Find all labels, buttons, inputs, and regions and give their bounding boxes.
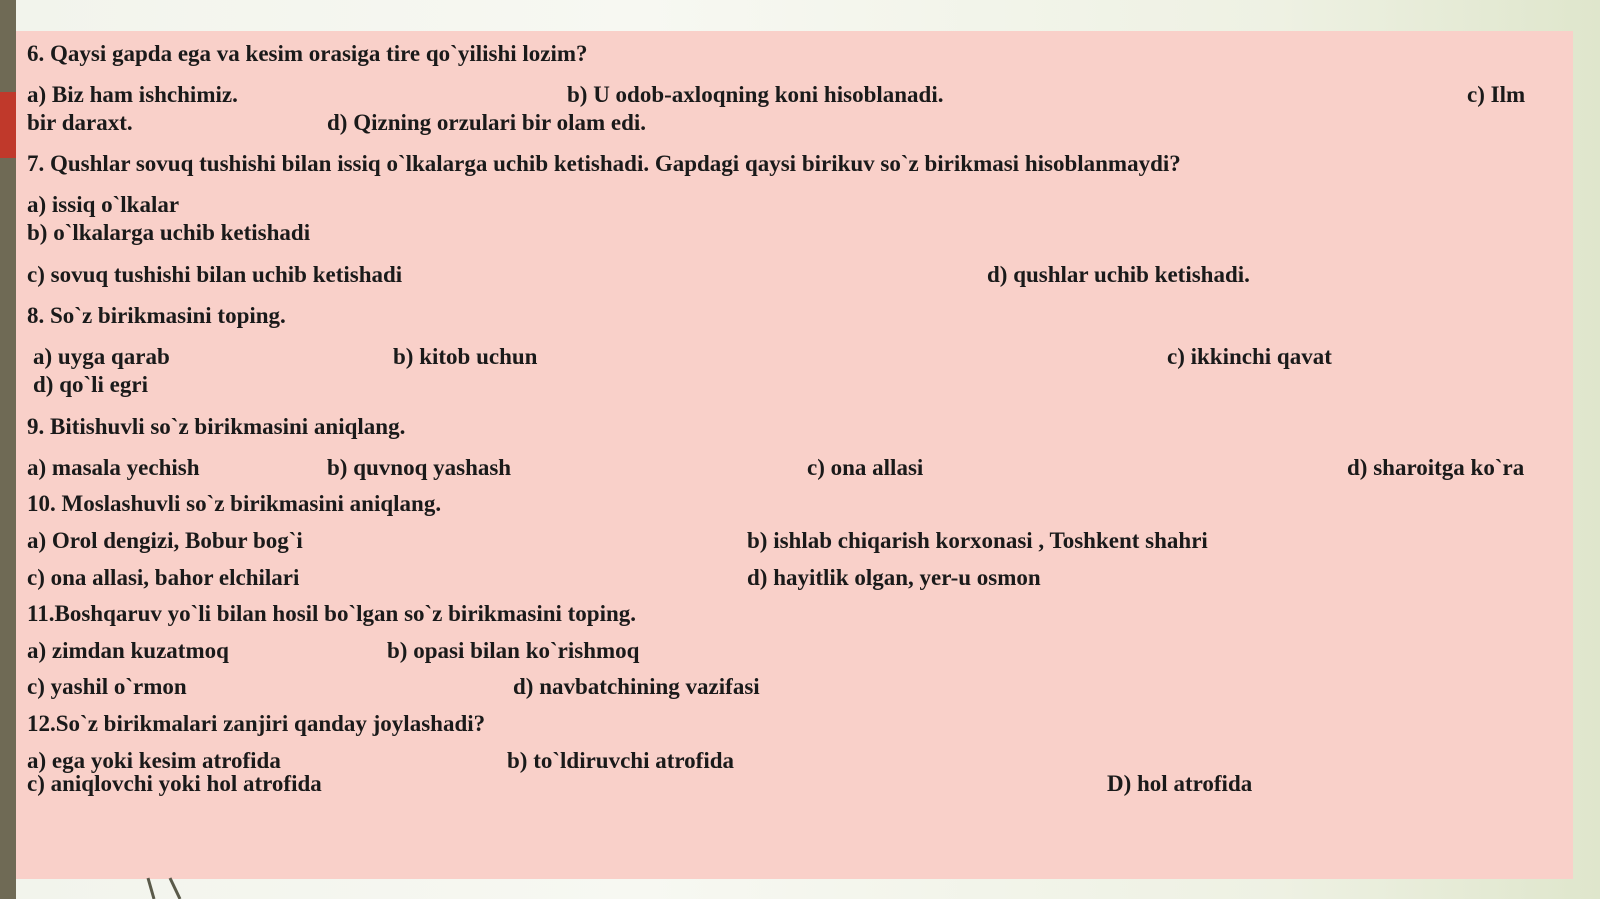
question-10: 10. Moslashuvli so`z birikmasini aniqlang. [27,491,442,516]
q10-option-a: a) Orol dengizi, Bobur bog`i [27,528,303,553]
q6-option-a: a) Biz ham ishchimiz. [27,82,238,107]
q8-option-a: a) uyga qarab [33,344,170,369]
q11-option-c: c) yashil o`rmon [27,674,187,699]
slide-left-accent [0,92,16,158]
q7-option-d: d) qushlar uchib ketishadi. [987,262,1250,287]
decorative-strokes [140,876,200,899]
q8-option-b: b) kitob uchun [393,344,538,369]
q7-option-b: b) o`lkalarga uchib ketishadi [27,220,311,245]
q10-option-c: c) ona allasi, bahor elchilari [27,565,300,590]
question-11: 11.Boshqaruv yo`li bilan hosil bo`lgan so`z birikmasini toping. [27,601,637,626]
q6-option-b: b) U odob-axloqning koni hisoblanadi. [567,82,944,107]
q10-option-d: d) hayitlik olgan, yer-u osmon [747,565,1041,590]
q8-option-c: c) ikkinchi qavat [1167,344,1332,369]
q12-option-a: a) ega yoki kesim atrofida [27,748,281,773]
question-8: 8. So`z birikmasini toping. [27,303,286,328]
q8-option-d: d) qo`li egri [33,372,148,397]
q12-option-b: b) to`ldiruvchi atrofida [507,748,735,773]
q6-option-c: c) Ilm [1467,82,1526,107]
q6-option-d: d) Qizning orzulari bir olam edi. [327,110,647,135]
question-6: 6. Qaysi gapda ega va kesim orasiga tire qo`yilishi lozim? [27,41,588,66]
q12-option-c: c) aniqlovchi yoki hol atrofida [27,771,322,796]
question-7: 7. Qushlar sovuq tushishi bilan issiq o`lkalarga uchib ketishadi. Gapdagi qaysi birikuv so`z birikmasi hisoblanmaydi? [27,151,1181,176]
question-12: 12.So`z birikmalari zanjiri qanday joylashadi? [27,711,486,736]
q9-option-b: b) quvnoq yashash [327,455,512,480]
q11-option-a: a) zimdan kuzatmoq [27,638,229,663]
q9-option-c: c) ona allasi [807,455,924,480]
q6-option-c-cont: bir daraxt. [27,110,133,135]
q11-option-b: b) opasi bilan ko`rishmoq [387,638,640,663]
q7-option-a: a) issiq o`lkalar [27,192,180,217]
q9-option-a: a) masala yechish [27,455,200,480]
content-panel [16,31,1573,879]
q12-option-d: D) hol atrofida [1107,771,1253,796]
question-9: 9. Bitishuvli so`z birikmasini aniqlang. [27,414,406,439]
q9-option-d: d) sharoitga ko`ra [1347,455,1525,480]
q10-option-b: b) ishlab chiqarish korxonasi , Toshkent shahri [747,528,1208,553]
q7-option-c: c) sovuq tushishi bilan uchib ketishadi [27,262,403,287]
q11-option-d: d) navbatchining vazifasi [513,674,760,699]
